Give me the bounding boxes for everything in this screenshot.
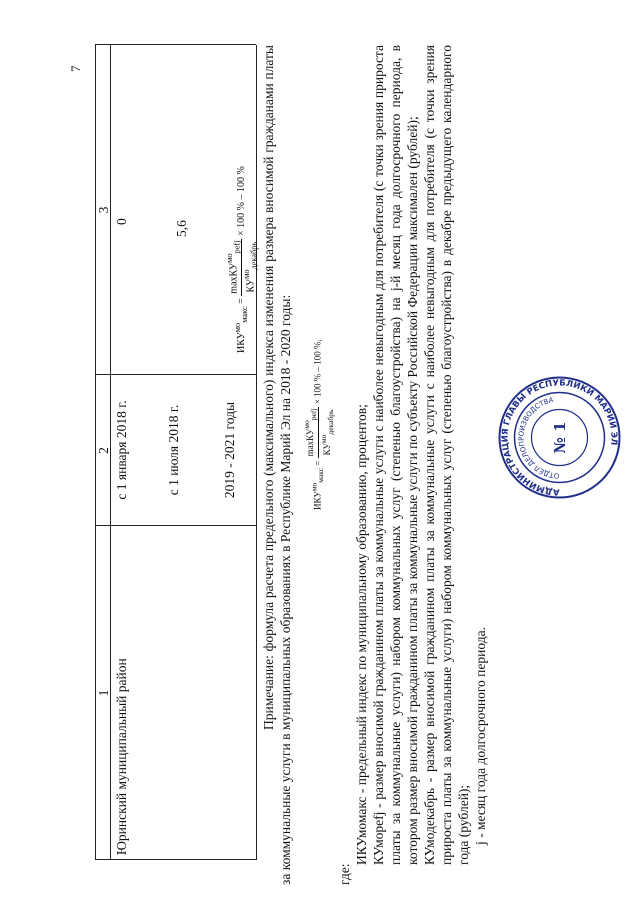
table-col-line-2 xyxy=(95,374,256,375)
definition-2: КУмоpefj - размер вносимой гражданином платы за коммунальные услуги с наиболее невыгодным для потребителя (с точки зрения прироста платы за коммунальные услуги) набором коммунальных услуг (степенью благоустройства) на j-й месяц года долгосрочного периода, в котором размер вносимой гражданином платы за коммунальные услуги по субъекту Российской Федерации максимален (рублей); xyxy=(371,45,420,865)
definitions xyxy=(336,45,489,885)
note-text: Примечание: формула расчета предельного (максимального) индекса изменения размера вносимой гражданами платы за коммунальные услуги в муниципальных образованиях в Республике Марий Эл на 2018 - 2020 годы: xyxy=(261,45,293,885)
definition-1: ИКУмомакс - предельный индекс по муниципальному образованию, процентов; xyxy=(354,404,369,865)
official-stamp xyxy=(497,375,622,500)
header-col-1: 1 xyxy=(96,689,111,697)
table-col-line-1 xyxy=(95,525,256,526)
stamp-outer-text: АДМИНИСТРАЦИЯ ГЛАВЫ РЕСПУБЛИКИ МАРИЙ ЭЛ xyxy=(500,378,619,497)
table-left-line xyxy=(95,859,256,860)
definition-4: j - месяц года долгосрочного периода. xyxy=(473,627,488,845)
note-paragraph xyxy=(260,45,294,885)
page-number: 7 xyxy=(68,65,83,72)
value-2: 5,6 xyxy=(174,220,189,237)
table-right-line xyxy=(95,44,256,45)
stamp-inner-text: ОТДЕЛ ДЕЛОПРОИЗВОДСТВА xyxy=(517,396,560,480)
header-col-2: 2 xyxy=(96,447,111,454)
formula-note: $ИКУ^{мо}_{макс}$ = maxКУ$^{мо}_{pefj}$ $КУ^{мо}_{декабрь}$ × 100 % – 100 %, xyxy=(302,339,335,510)
where-label: где: xyxy=(337,863,352,885)
header-col-3: 3 xyxy=(96,206,111,214)
district-name: Юринский муниципальный район xyxy=(114,658,129,855)
period-2: с 1 июля 2018 г. xyxy=(166,404,181,496)
formula-table: $ИКУ^{мо}_{макс}$ = maxКУ$^{мо}_{pefj}$ $КУ^{мо}_{декабрь}$ × 100 % – 100 % xyxy=(225,166,259,353)
value-1: 0 xyxy=(114,218,129,225)
stamp-number: № 1 xyxy=(551,421,569,454)
period-1: с 1 января 2018 г. xyxy=(114,400,129,500)
definition-3: КУмодекабрь - размер вносимой гражданином платы за коммунальные услуги с наиболее невыгодным для потребителя (с точки зрения прироста платы за коммунальные услуги) набором коммунальных услуг (степенью благоустройства) в декабре предыдущего календарного года (рублей); xyxy=(422,45,471,865)
period-3: 2019 - 2021 годы xyxy=(222,401,237,499)
